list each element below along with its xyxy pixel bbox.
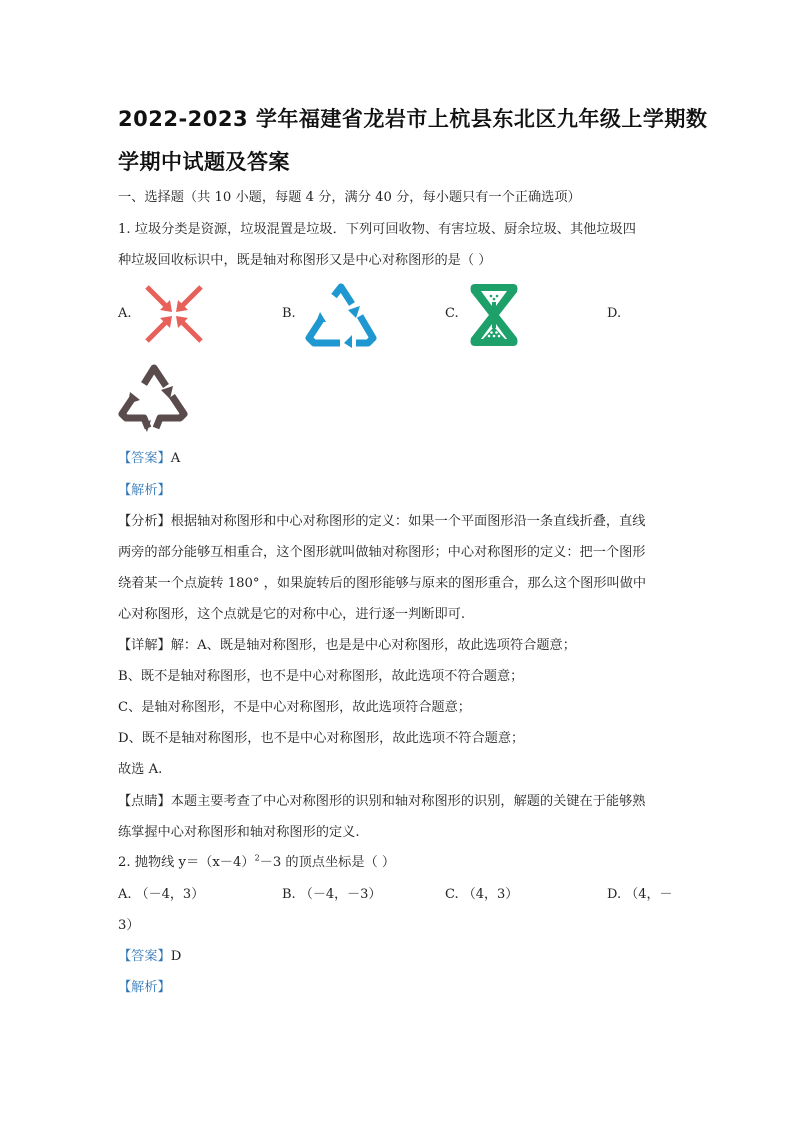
q2-option-d-wrap: 3） bbox=[118, 918, 140, 933]
q1-answer bbox=[118, 447, 180, 466]
recycle-triangle-icon bbox=[304, 282, 378, 348]
answer-value: D bbox=[170, 949, 182, 964]
xiangjie-text: 解：A、既是轴对称图形，也是是中心对称图形，故此选项符合题意； bbox=[170, 638, 576, 653]
q2-stem bbox=[118, 851, 395, 870]
q2-stem-post: －3 的顶点坐标是（ ） bbox=[259, 855, 396, 870]
q2-stem-pre: 2. 抛物线 y＝（x－4） bbox=[118, 855, 255, 870]
q2-option-a: A. （－4，3） bbox=[118, 887, 205, 902]
q1-fenxi-line1 bbox=[118, 510, 646, 529]
q1-xiangjie-line1 bbox=[118, 634, 576, 653]
hourglass-icon bbox=[469, 282, 519, 348]
q1-fenxi-line2: 两旁的部分能够互相重合，这个图形就叫做轴对称图形；中心对称图形的定义：把一个图形 bbox=[118, 545, 646, 560]
fenxi-text: 根据轴对称图形和中心对称图形的定义：如果一个平面图形沿一条直线折叠，直线 bbox=[170, 514, 646, 529]
q1-dianjing-line1 bbox=[118, 790, 646, 809]
xiangjie-label: 【详解】 bbox=[118, 638, 171, 653]
q1-fenxi-line4: 心对称图形，这个点就是它的对称中心，进行逐一判断即可. bbox=[118, 607, 466, 622]
answer-value: A bbox=[170, 451, 181, 466]
q1-fenxi-line3: 绕着某一个点旋转 180° ，如果旋转后的图形能够与原来的图形重合，那么这个图形叫做中 bbox=[118, 576, 647, 591]
q1-analysis-label: 【解析】 bbox=[118, 483, 171, 498]
answer-label: 【答案】 bbox=[118, 451, 171, 466]
q1-option-d-label: D. bbox=[607, 306, 622, 321]
q2-answer bbox=[118, 945, 181, 964]
q1-xiangjie-line2: B、既不是轴对称图形，也不是中心对称图形，故此选项不符合题意； bbox=[118, 669, 524, 684]
q2-analysis-label: 【解析】 bbox=[118, 980, 171, 995]
q1-xiangjie-line4: D、既不是轴对称图形，也不是中心对称图形，故此选项不符合题意； bbox=[118, 731, 525, 746]
document-title-line2: 学期中试题及答案 bbox=[118, 150, 290, 174]
section-heading: 一、选择题（共 10 小题，每题 4 分，满分 40 分，每小题只有一个正确选项） bbox=[118, 190, 581, 205]
q1-xiangjie-line3: C、是轴对称图形，不是中心对称图形，故此选项符合题意； bbox=[118, 700, 471, 715]
document-title-line1: 2022-2023 学年福建省龙岩市上杭县东北区九年级上学期数 bbox=[118, 107, 708, 131]
fenxi-label: 【分析】 bbox=[118, 514, 171, 529]
answer-label: 【答案】 bbox=[118, 949, 171, 964]
dianjing-label: 【点睛】 bbox=[118, 794, 171, 809]
dianjing-text: 本题主要考查了中心对称图形的识别和轴对称图形的识别，解题的关键在于能够熟 bbox=[170, 794, 646, 809]
q1-dianjing-line2: 练掌握中心对称图形和轴对称图形的定义. bbox=[118, 825, 360, 840]
q1-option-b-label: B. bbox=[282, 306, 296, 321]
q2-option-c: C. （4，3） bbox=[445, 887, 519, 902]
q2-option-d: D. （4，－ bbox=[607, 887, 673, 902]
other-waste-recycle-icon bbox=[118, 362, 188, 432]
q1-stem-line2: 种垃圾回收标识中，既是轴对称图形又是中心对称图形的是（ ） bbox=[118, 253, 492, 268]
q2-stem-exponent: 2 bbox=[254, 853, 260, 863]
q1-option-a-label: A. bbox=[118, 306, 132, 321]
arrows-inward-cross-icon bbox=[143, 283, 205, 345]
q1-xiangjie-line5: 故选 A. bbox=[118, 762, 163, 777]
q1-option-c-label: C. bbox=[445, 306, 459, 321]
q2-option-b: B. （－4，－3） bbox=[282, 887, 382, 902]
q1-stem-line1: 1. 垃圾分类是资源，垃圾混置是垃圾．下列可回收物、有害垃圾、厨余垃圾、其他垃圾四 bbox=[118, 222, 636, 237]
